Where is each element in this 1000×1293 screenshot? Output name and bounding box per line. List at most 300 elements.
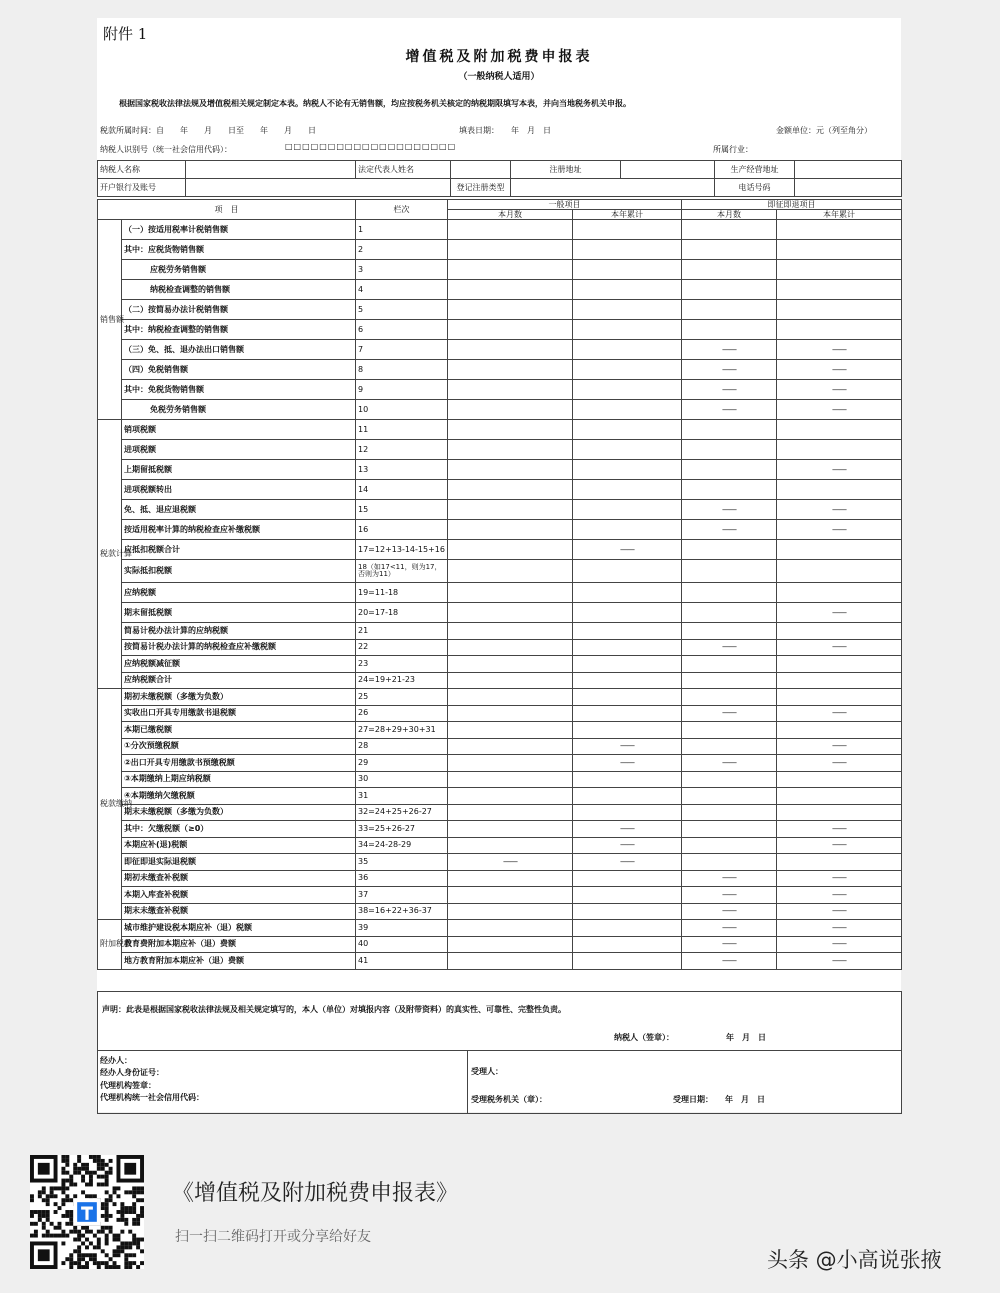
table-row bbox=[98, 854, 902, 871]
table-row bbox=[98, 821, 902, 838]
cell-refund-month[interactable] bbox=[682, 220, 777, 240]
cell-refund-month[interactable] bbox=[682, 300, 777, 320]
table-row bbox=[98, 639, 902, 656]
cell-refund-year: —— bbox=[777, 903, 902, 920]
table-row bbox=[98, 540, 902, 560]
cell-general-month[interactable] bbox=[448, 560, 573, 583]
cell-refund-month[interactable] bbox=[682, 656, 777, 673]
row-item: 期初未缴税额（多缴为负数） bbox=[122, 689, 356, 706]
table-row bbox=[98, 722, 902, 739]
row-item: 进项税额 bbox=[122, 440, 356, 460]
taxpayer-id-boxes: □□□□□□□□□□□□□□□□□□□□ bbox=[285, 142, 457, 151]
section-tax-payment: 税款缴纳 bbox=[98, 689, 122, 920]
cell-general-month[interactable] bbox=[448, 722, 573, 739]
cell-general-month[interactable] bbox=[448, 300, 573, 320]
row-column-no: 21 bbox=[356, 623, 448, 640]
cell-general-year[interactable] bbox=[573, 260, 682, 280]
cell-general-month[interactable] bbox=[448, 821, 573, 838]
row-column-no: 20=17-18 bbox=[356, 603, 448, 623]
row-item: 应纳税额 bbox=[122, 583, 356, 603]
cell-general-month[interactable] bbox=[448, 738, 573, 755]
cell-general-month[interactable] bbox=[448, 220, 573, 240]
row-column-no: 24=19+21-23 bbox=[356, 672, 448, 689]
cell-general-month[interactable] bbox=[448, 340, 573, 360]
form-intro: 根据国家税收法律法规及增值税相关规定制定本表。纳税人不论有无销售额，均应按税务机关核定的纳税期限填写本表，并向当地税务机关申报。 bbox=[119, 99, 631, 108]
cell-refund-year: —— bbox=[777, 460, 902, 480]
cell-refund-year: —— bbox=[777, 837, 902, 854]
row-item: 即征即退实际退税额 bbox=[122, 854, 356, 871]
cell-general-month[interactable] bbox=[448, 870, 573, 887]
cell-general-year[interactable] bbox=[573, 420, 682, 440]
legal-rep-value[interactable] bbox=[451, 161, 511, 179]
cell-refund-month[interactable] bbox=[682, 420, 777, 440]
table-row bbox=[98, 903, 902, 920]
cell-general-month: —— bbox=[448, 854, 573, 871]
row-column-no: 36 bbox=[356, 870, 448, 887]
cell-general-month[interactable] bbox=[448, 804, 573, 821]
cell-refund-month[interactable] bbox=[682, 788, 777, 805]
row-item: 上期留抵税额 bbox=[122, 460, 356, 480]
brand-watermark: 头条 @小高说张掖 bbox=[767, 1248, 942, 1272]
form-page bbox=[97, 18, 901, 1112]
cell-refund-year[interactable] bbox=[777, 280, 902, 300]
cell-refund-year: —— bbox=[777, 870, 902, 887]
cell-refund-year: —— bbox=[777, 920, 902, 937]
row-item: 本期入库查补税额 bbox=[122, 887, 356, 904]
cell-refund-year: —— bbox=[777, 520, 902, 540]
cell-refund-month[interactable] bbox=[682, 689, 777, 706]
cell-general-year[interactable] bbox=[573, 220, 682, 240]
table-row bbox=[98, 870, 902, 887]
row-column-no: 15 bbox=[356, 500, 448, 520]
table-row bbox=[98, 320, 902, 340]
row-column-no: 38=16+22+36-37 bbox=[356, 903, 448, 920]
cell-refund-year: —— bbox=[777, 380, 902, 400]
cell-refund-month[interactable] bbox=[682, 837, 777, 854]
table-row bbox=[98, 837, 902, 854]
row-column-no: 7 bbox=[356, 340, 448, 360]
taxpayer-signature: 纳税人（签章）： 年 月 日 bbox=[614, 1033, 766, 1042]
cell-general-month[interactable] bbox=[448, 540, 573, 560]
cell-refund-year: —— bbox=[777, 705, 902, 722]
cell-general-month[interactable] bbox=[448, 788, 573, 805]
table-row bbox=[98, 603, 902, 623]
cell-general-year: —— bbox=[573, 821, 682, 838]
cell-general-month[interactable] bbox=[448, 420, 573, 440]
table-row bbox=[98, 623, 902, 640]
cell-refund-year[interactable] bbox=[777, 623, 902, 640]
cell-refund-month[interactable] bbox=[682, 480, 777, 500]
cell-general-month[interactable] bbox=[448, 240, 573, 260]
row-item: 城市维护建设税本期应补（退）税额 bbox=[122, 920, 356, 937]
cell-general-year[interactable] bbox=[573, 340, 682, 360]
cell-general-month[interactable] bbox=[448, 603, 573, 623]
row-item: （四）免税销售额 bbox=[122, 360, 356, 380]
legal-rep-label: 法定代表人姓名 bbox=[356, 161, 451, 179]
row-column-no: 9 bbox=[356, 380, 448, 400]
cell-general-month[interactable] bbox=[448, 755, 573, 772]
declaration-cell bbox=[98, 992, 902, 1051]
cell-refund-month[interactable] bbox=[682, 560, 777, 583]
declaration-text: 声明：此表是根据国家税收法律法规及相关规定填写的，本人（单位）对填报内容（及附带资料）的真实性、可靠性、完整性负责。 bbox=[102, 1005, 566, 1014]
cell-general-month[interactable] bbox=[448, 280, 573, 300]
table-row bbox=[98, 420, 902, 440]
cell-refund-year: —— bbox=[777, 936, 902, 953]
row-column-no: 19=11-18 bbox=[356, 583, 448, 603]
biz-address-value[interactable] bbox=[795, 161, 902, 179]
row-item: 实收出口开具专用缴款书退税额 bbox=[122, 705, 356, 722]
amount-unit: 金额单位：元（列至角分） bbox=[776, 126, 872, 135]
row-item: 应纳税额减征额 bbox=[122, 656, 356, 673]
cell-general-year[interactable] bbox=[573, 788, 682, 805]
taxpayer-name-value[interactable] bbox=[186, 161, 356, 179]
cell-general-year[interactable] bbox=[573, 903, 682, 920]
cell-refund-year: —— bbox=[777, 500, 902, 520]
cell-general-month[interactable] bbox=[448, 705, 573, 722]
table-row bbox=[98, 360, 902, 380]
cell-refund-month: —— bbox=[682, 340, 777, 360]
row-column-no: 25 bbox=[356, 689, 448, 706]
row-column-no: 31 bbox=[356, 788, 448, 805]
cell-refund-month[interactable] bbox=[682, 440, 777, 460]
cell-general-month[interactable] bbox=[448, 380, 573, 400]
cell-general-year[interactable] bbox=[573, 936, 682, 953]
cell-refund-year[interactable] bbox=[777, 260, 902, 280]
row-column-no: 37 bbox=[356, 887, 448, 904]
cell-general-month[interactable] bbox=[448, 837, 573, 854]
cell-refund-month[interactable] bbox=[682, 240, 777, 260]
row-column-no: 3 bbox=[356, 260, 448, 280]
row-item: 应抵扣税额合计 bbox=[122, 540, 356, 560]
cell-refund-year: —— bbox=[777, 639, 902, 656]
cell-general-month[interactable] bbox=[448, 400, 573, 420]
cell-general-year[interactable] bbox=[573, 520, 682, 540]
cell-refund-year[interactable] bbox=[777, 300, 902, 320]
cell-refund-month[interactable] bbox=[682, 821, 777, 838]
cell-general-month[interactable] bbox=[448, 623, 573, 640]
cell-general-year: —— bbox=[573, 755, 682, 772]
table-row bbox=[98, 380, 902, 400]
table-row bbox=[98, 920, 902, 937]
refund-year-header: 本年累计 bbox=[777, 210, 902, 220]
table-row bbox=[98, 480, 902, 500]
table-row bbox=[98, 460, 902, 480]
share-doc-title[interactable]: 《增值税及附加税费申报表》 bbox=[172, 1181, 459, 1206]
cell-general-month[interactable] bbox=[448, 320, 573, 340]
table-row bbox=[98, 755, 902, 772]
row-column-no: 27=28+29+30+31 bbox=[356, 722, 448, 739]
agent-cell bbox=[98, 1051, 468, 1114]
cell-general-month[interactable] bbox=[448, 936, 573, 953]
cell-refund-month[interactable] bbox=[682, 460, 777, 480]
cell-refund-year[interactable] bbox=[777, 656, 902, 673]
cell-refund-month: —— bbox=[682, 870, 777, 887]
cell-general-year: —— bbox=[573, 738, 682, 755]
cell-general-month[interactable] bbox=[448, 520, 573, 540]
cell-general-year[interactable] bbox=[573, 639, 682, 656]
row-item: 期末留抵税额 bbox=[122, 603, 356, 623]
cell-refund-year[interactable] bbox=[777, 480, 902, 500]
row-column-no: 16 bbox=[356, 520, 448, 540]
section-surcharges: 附加税费 bbox=[98, 920, 122, 970]
cell-general-month[interactable] bbox=[448, 360, 573, 380]
table-row bbox=[98, 656, 902, 673]
cell-refund-year[interactable] bbox=[777, 560, 902, 583]
table-row bbox=[98, 738, 902, 755]
cell-general-month[interactable] bbox=[448, 656, 573, 673]
general-header: 一般项目 bbox=[448, 200, 682, 210]
row-column-no: 12 bbox=[356, 440, 448, 460]
cell-refund-year: —— bbox=[777, 887, 902, 904]
cell-refund-month: —— bbox=[682, 639, 777, 656]
section-tax-calc: 税款计算 bbox=[98, 420, 122, 689]
cell-refund-month: —— bbox=[682, 755, 777, 772]
row-item: 纳税检查调整的销售额 bbox=[122, 280, 356, 300]
cell-general-year[interactable] bbox=[573, 705, 682, 722]
cell-refund-month[interactable] bbox=[682, 540, 777, 560]
cell-refund-month: —— bbox=[682, 380, 777, 400]
cell-refund-month[interactable] bbox=[682, 583, 777, 603]
cell-refund-year[interactable] bbox=[777, 854, 902, 871]
cell-general-year[interactable] bbox=[573, 583, 682, 603]
row-column-no: 34=24-28-29 bbox=[356, 837, 448, 854]
cell-general-month[interactable] bbox=[448, 887, 573, 904]
cell-general-year[interactable] bbox=[573, 380, 682, 400]
table-row bbox=[98, 260, 902, 280]
row-item: 期初未缴查补税额 bbox=[122, 870, 356, 887]
cell-general-year[interactable] bbox=[573, 560, 682, 583]
cell-general-year: —— bbox=[573, 540, 682, 560]
cell-general-year[interactable] bbox=[573, 623, 682, 640]
cell-general-year[interactable] bbox=[573, 240, 682, 260]
table-row bbox=[98, 936, 902, 953]
cell-general-year[interactable] bbox=[573, 480, 682, 500]
cell-general-month[interactable] bbox=[448, 920, 573, 937]
cell-general-year[interactable] bbox=[573, 689, 682, 706]
cell-refund-year[interactable] bbox=[777, 240, 902, 260]
cell-refund-month[interactable] bbox=[682, 854, 777, 871]
cell-refund-year: —— bbox=[777, 821, 902, 838]
cell-refund-month: —— bbox=[682, 705, 777, 722]
cell-general-month[interactable] bbox=[448, 583, 573, 603]
cell-general-year[interactable] bbox=[573, 320, 682, 340]
general-year-header: 本年累计 bbox=[573, 210, 682, 220]
phone-label: 电话号码 bbox=[715, 179, 795, 197]
cell-refund-month[interactable] bbox=[682, 672, 777, 689]
table-row bbox=[98, 804, 902, 821]
taxpayer-name-label: 纳税人名称 bbox=[98, 161, 186, 179]
cell-general-year[interactable] bbox=[573, 804, 682, 821]
reg-address-value[interactable] bbox=[621, 161, 715, 179]
row-column-no: 10 bbox=[356, 400, 448, 420]
bank-value[interactable] bbox=[186, 179, 451, 197]
row-item: （三）免、抵、退办法出口销售额 bbox=[122, 340, 356, 360]
cell-refund-year: —— bbox=[777, 400, 902, 420]
cell-general-year[interactable] bbox=[573, 460, 682, 480]
cell-refund-month: —— bbox=[682, 500, 777, 520]
row-item: 实际抵扣税额 bbox=[122, 560, 356, 583]
cell-general-month[interactable] bbox=[448, 771, 573, 788]
cell-refund-year[interactable] bbox=[777, 320, 902, 340]
phone-value[interactable] bbox=[795, 179, 902, 197]
cell-refund-month[interactable] bbox=[682, 280, 777, 300]
row-column-no: 1 bbox=[356, 220, 448, 240]
cell-refund-year[interactable] bbox=[777, 220, 902, 240]
biz-address-label: 生产经营地址 bbox=[715, 161, 795, 179]
cell-refund-month: —— bbox=[682, 887, 777, 904]
cell-refund-year: —— bbox=[777, 603, 902, 623]
row-item: 期末未缴查补税额 bbox=[122, 903, 356, 920]
cell-refund-year[interactable] bbox=[777, 689, 902, 706]
cell-general-month[interactable] bbox=[448, 672, 573, 689]
cell-refund-month[interactable] bbox=[682, 623, 777, 640]
cell-general-year[interactable] bbox=[573, 500, 682, 520]
table-row bbox=[98, 583, 902, 603]
agency-seal-label: 代理机构签章： bbox=[100, 1080, 156, 1090]
row-item: 其中：欠缴税额（≥0） bbox=[122, 821, 356, 838]
row-item: 简易计税办法计算的应纳税额 bbox=[122, 623, 356, 640]
cell-general-year[interactable] bbox=[573, 400, 682, 420]
reg-type-label: 登记注册类型 bbox=[451, 179, 511, 197]
table-row bbox=[98, 560, 902, 583]
cell-refund-year[interactable] bbox=[777, 420, 902, 440]
refund-month-header: 本月数 bbox=[682, 210, 777, 220]
taxpayer-id-label: 纳税人识别号（统一社会信用代码）： bbox=[100, 145, 232, 154]
receive-date-label: 受理日期： 年 月 日 bbox=[673, 1095, 765, 1104]
row-column-no: 6 bbox=[356, 320, 448, 340]
row-item: ④本期缴纳欠缴税额 bbox=[122, 788, 356, 805]
cell-refund-year[interactable] bbox=[777, 540, 902, 560]
cell-general-year[interactable] bbox=[573, 300, 682, 320]
row-column-no: 14 bbox=[356, 480, 448, 500]
cell-refund-year[interactable] bbox=[777, 771, 902, 788]
cell-general-year[interactable] bbox=[573, 656, 682, 673]
cell-general-month[interactable] bbox=[448, 953, 573, 970]
cell-refund-year[interactable] bbox=[777, 583, 902, 603]
cell-refund-year: —— bbox=[777, 953, 902, 970]
cell-general-month[interactable] bbox=[448, 903, 573, 920]
cell-general-year[interactable] bbox=[573, 870, 682, 887]
cell-refund-month[interactable] bbox=[682, 320, 777, 340]
cell-general-year[interactable] bbox=[573, 603, 682, 623]
row-item: ②出口开具专用缴款书预缴税额 bbox=[122, 755, 356, 772]
industry-label: 所属行业： bbox=[713, 145, 753, 154]
form-subtitle: （一般纳税人适用） bbox=[458, 72, 540, 82]
table-row bbox=[98, 300, 902, 320]
table-row bbox=[98, 771, 902, 788]
cell-refund-year[interactable] bbox=[777, 672, 902, 689]
row-column-no: 39 bbox=[356, 920, 448, 937]
table-row bbox=[98, 340, 902, 360]
row-column-no: 41 bbox=[356, 953, 448, 970]
cell-refund-year[interactable] bbox=[777, 804, 902, 821]
declaration-footer bbox=[97, 991, 902, 1114]
cell-refund-month[interactable] bbox=[682, 738, 777, 755]
row-column-no: 4 bbox=[356, 280, 448, 300]
row-column-no: 28 bbox=[356, 738, 448, 755]
cell-general-month[interactable] bbox=[448, 639, 573, 656]
cell-general-year[interactable] bbox=[573, 672, 682, 689]
agent-id-label: 经办人身份证号： bbox=[100, 1068, 164, 1078]
table-row bbox=[98, 788, 902, 805]
cell-refund-month[interactable] bbox=[682, 804, 777, 821]
row-item: （一）按适用税率计税销售额 bbox=[122, 220, 356, 240]
row-column-no: 13 bbox=[356, 460, 448, 480]
row-item: 免税劳务销售额 bbox=[122, 400, 356, 420]
row-item: 期末未缴税额（多缴为负数） bbox=[122, 804, 356, 821]
table-row bbox=[98, 240, 902, 260]
row-item: 应税劳务销售额 bbox=[122, 260, 356, 280]
tax-period: 税款所属时间：自 年 月 日至 年 月 日 bbox=[100, 126, 316, 135]
cell-general-year[interactable] bbox=[573, 771, 682, 788]
cell-general-month[interactable] bbox=[448, 689, 573, 706]
cell-general-year[interactable] bbox=[573, 920, 682, 937]
qr-code-icon[interactable] bbox=[30, 1155, 144, 1269]
cell-general-year[interactable] bbox=[573, 280, 682, 300]
row-column-no: 32=24+25+26-27 bbox=[356, 804, 448, 821]
cell-refund-month[interactable] bbox=[682, 260, 777, 280]
cell-general-year[interactable] bbox=[573, 360, 682, 380]
general-month-header: 本月数 bbox=[448, 210, 573, 220]
cell-refund-month[interactable] bbox=[682, 722, 777, 739]
row-item: 销项税额 bbox=[122, 420, 356, 440]
share-tip: 扫一扫二维码打开或分享给好友 bbox=[175, 1229, 371, 1245]
row-item: ①分次预缴税额 bbox=[122, 738, 356, 755]
cell-general-year[interactable] bbox=[573, 887, 682, 904]
item-header: 项 目 bbox=[98, 200, 356, 220]
reg-type-value[interactable] bbox=[511, 179, 715, 197]
row-column-no: 2 bbox=[356, 240, 448, 260]
table-row bbox=[98, 672, 902, 689]
row-item: 本期已缴税额 bbox=[122, 722, 356, 739]
cell-general-month[interactable] bbox=[448, 480, 573, 500]
cell-general-month[interactable] bbox=[448, 460, 573, 480]
row-column-no: 29 bbox=[356, 755, 448, 772]
cell-general-year[interactable] bbox=[573, 953, 682, 970]
row-item: 其中：纳税检查调整的销售额 bbox=[122, 320, 356, 340]
cell-refund-month: —— bbox=[682, 936, 777, 953]
row-item: 其中：应税货物销售额 bbox=[122, 240, 356, 260]
tax-office-label: 受理税务机关（章）： bbox=[471, 1095, 547, 1104]
cell-refund-month: —— bbox=[682, 360, 777, 380]
table-row bbox=[98, 280, 902, 300]
cell-general-year[interactable] bbox=[573, 440, 682, 460]
cell-refund-month: —— bbox=[682, 920, 777, 937]
cell-refund-month: —— bbox=[682, 903, 777, 920]
cell-refund-year[interactable] bbox=[777, 788, 902, 805]
table-row bbox=[98, 520, 902, 540]
cell-refund-month[interactable] bbox=[682, 603, 777, 623]
cell-general-month[interactable] bbox=[448, 440, 573, 460]
cell-general-month[interactable] bbox=[448, 500, 573, 520]
section-sales: 销售额 bbox=[98, 220, 122, 420]
cell-general-month[interactable] bbox=[448, 260, 573, 280]
table-row bbox=[98, 953, 902, 970]
table-row bbox=[98, 400, 902, 420]
cell-general-year[interactable] bbox=[573, 722, 682, 739]
taxpayer-info-table bbox=[97, 160, 902, 197]
cell-refund-year: —— bbox=[777, 738, 902, 755]
row-column-no: 30 bbox=[356, 771, 448, 788]
agency-code-label: 代理机构统一社会信用代码： bbox=[100, 1093, 204, 1103]
row-column-no: 8 bbox=[356, 360, 448, 380]
cell-refund-year[interactable] bbox=[777, 440, 902, 460]
bank-label: 开户银行及账号 bbox=[98, 179, 186, 197]
column-no-header: 栏次 bbox=[356, 200, 448, 220]
cell-refund-year[interactable] bbox=[777, 722, 902, 739]
row-column-no: 23 bbox=[356, 656, 448, 673]
cell-refund-month[interactable] bbox=[682, 771, 777, 788]
